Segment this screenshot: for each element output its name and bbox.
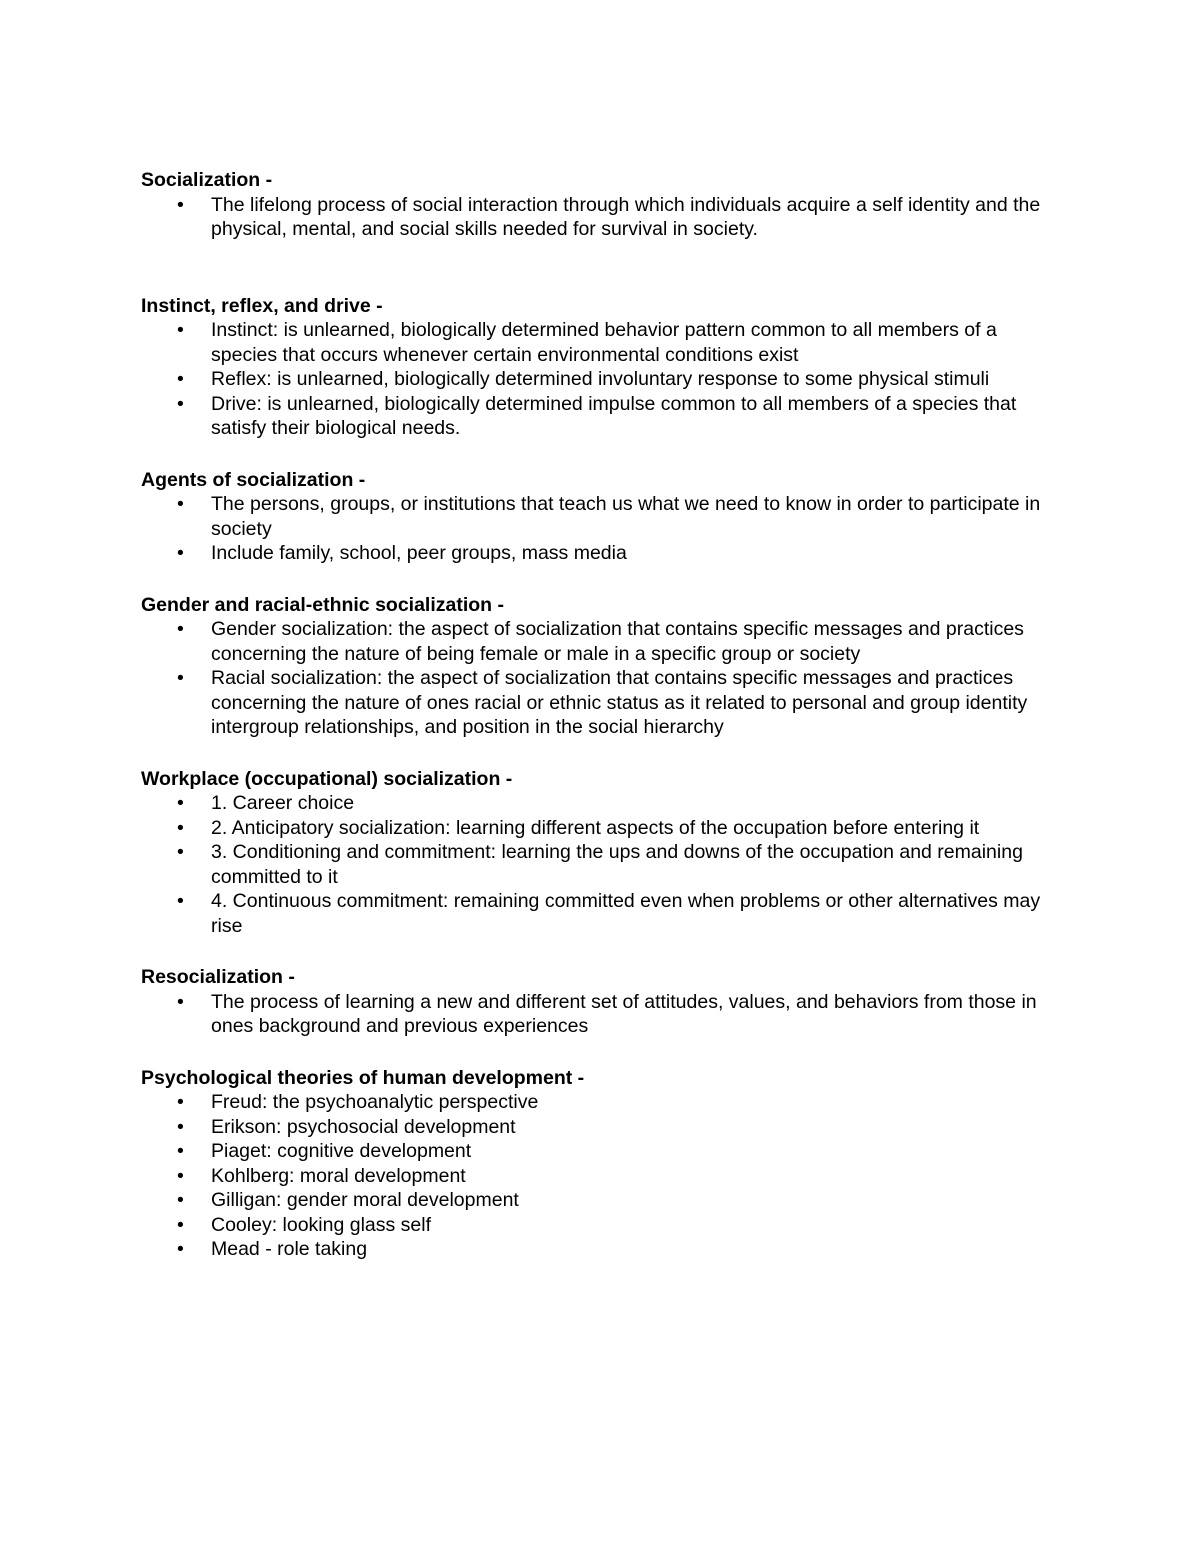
list-item-text: Piaget: cognitive development xyxy=(211,1140,472,1162)
bullet-icon: • xyxy=(177,792,184,814)
list-item xyxy=(141,889,1061,938)
bullet-icon: • xyxy=(177,816,184,839)
bullet-icon: • xyxy=(177,667,184,689)
section-heading: Workplace (occupational) socialization - xyxy=(141,767,513,790)
document-content xyxy=(141,168,1061,1262)
bullet-icon: • xyxy=(177,890,184,912)
list-item-text: The persons, groups, or institutions that teach us what we need to know in order to participate in society xyxy=(211,493,1041,540)
list-item-text: Cooley: looking glass self xyxy=(211,1213,432,1236)
list-item-text: Gilligan: gender moral development xyxy=(211,1189,519,1211)
bullet-icon: • xyxy=(177,1238,184,1260)
section-instinct-reflex-drive xyxy=(141,294,1061,441)
bullet-list xyxy=(141,791,1061,938)
list-item xyxy=(141,1139,1061,1164)
section-heading: Socialization - xyxy=(141,169,273,191)
list-item xyxy=(141,816,1061,841)
bullet-icon: • xyxy=(177,392,184,415)
bullet-icon: • xyxy=(177,1115,184,1138)
list-item-text: Freud: the psychoanalytic perspective xyxy=(211,1091,539,1113)
list-item-text: Include family, school, peer groups, mass media xyxy=(211,542,627,564)
bullet-icon: • xyxy=(177,193,184,216)
list-item xyxy=(141,990,1061,1039)
list-item xyxy=(141,1164,1061,1189)
section-heading: Agents of socialization - xyxy=(141,468,366,491)
bullet-icon: • xyxy=(177,1189,184,1211)
bullet-icon: • xyxy=(177,542,184,564)
list-item-text: The process of learning a new and different set of attitudes, values, and behaviors from those in ones background and previous experiences xyxy=(211,990,1037,1037)
bullet-icon: • xyxy=(177,618,184,640)
list-item xyxy=(141,318,1061,367)
bullet-list xyxy=(141,617,1061,740)
bullet-list xyxy=(141,492,1061,566)
bullet-list xyxy=(141,1090,1061,1262)
bullet-icon: • xyxy=(177,493,184,515)
bullet-icon: • xyxy=(177,841,184,863)
bullet-list xyxy=(141,193,1061,242)
list-item-text: Kohlberg: moral development xyxy=(211,1164,466,1187)
section-heading: Gender and racial-ethnic socialization - xyxy=(141,593,505,616)
bullet-icon: • xyxy=(177,1140,184,1162)
list-item xyxy=(141,1115,1061,1140)
section-workplace-socialization xyxy=(141,767,1061,939)
section-agents-of-socialization xyxy=(141,468,1061,566)
bullet-list xyxy=(141,318,1061,441)
list-item-text: Drive: is unlearned, biologically determined impulse common to all members of a species that satisfy their biological needs. xyxy=(211,392,1017,439)
section-gender-racial-ethnic xyxy=(141,593,1061,740)
list-item xyxy=(141,1090,1061,1115)
list-item xyxy=(141,492,1061,541)
list-item-text: Erikson: psychosocial development xyxy=(211,1115,516,1138)
section-resocialization xyxy=(141,965,1061,1039)
list-item-text: 1. Career choice xyxy=(211,792,355,814)
list-item xyxy=(141,392,1061,441)
list-item xyxy=(141,617,1061,666)
list-item xyxy=(141,367,1061,392)
bullet-icon: • xyxy=(177,319,184,341)
list-item-text: Gender socialization: the aspect of socialization that contains specific messages and practices concerning the nature of being female or male in a specific group or society xyxy=(211,618,1024,665)
section-heading: Instinct, reflex, and drive - xyxy=(141,294,383,317)
section-heading: Psychological theories of human development - xyxy=(141,1066,585,1089)
bullet-icon: • xyxy=(177,1213,184,1236)
list-item-text: Instinct: is unlearned, biologically determined behavior pattern common to all members of a species that occurs whenever certain environmental conditions exist xyxy=(211,319,997,366)
list-item-text: 3. Conditioning and commitment: learning the ups and downs of the occupation and remaining committed to it xyxy=(211,841,1023,888)
list-item xyxy=(141,1237,1061,1262)
bullet-icon: • xyxy=(177,368,184,390)
list-item-text: Racial socialization: the aspect of socialization that contains specific messages and practices concerning the nature of ones racial or ethnic status as it related to personal and group identity intergroup relationships, and position in the social hierarchy xyxy=(211,667,1028,738)
list-item xyxy=(141,193,1061,242)
list-item xyxy=(141,1188,1061,1213)
section-psychological-theories xyxy=(141,1066,1061,1262)
list-item xyxy=(141,666,1061,740)
section-heading: Resocialization - xyxy=(141,966,295,988)
list-item xyxy=(141,791,1061,816)
bullet-icon: • xyxy=(177,1164,184,1187)
bullet-icon: • xyxy=(177,990,184,1013)
list-item xyxy=(141,541,1061,566)
list-item-text: Reflex: is unlearned, biologically determined involuntary response to some physical stimuli xyxy=(211,368,990,390)
list-item-text: 2. Anticipatory socialization: learning different aspects of the occupation before entering it xyxy=(211,816,980,839)
list-item-text: The lifelong process of social interaction through which individuals acquire a self identity and the physical, mental, and social skills needed for survival in society. xyxy=(211,193,1041,240)
section-socialization xyxy=(141,168,1061,242)
list-item-text: Mead - role taking xyxy=(211,1238,368,1260)
list-item xyxy=(141,1213,1061,1238)
bullet-icon: • xyxy=(177,1091,184,1113)
list-item xyxy=(141,840,1061,889)
bullet-list xyxy=(141,990,1061,1039)
list-item-text: 4. Continuous commitment: remaining committed even when problems or other alternatives may rise xyxy=(211,890,1041,937)
